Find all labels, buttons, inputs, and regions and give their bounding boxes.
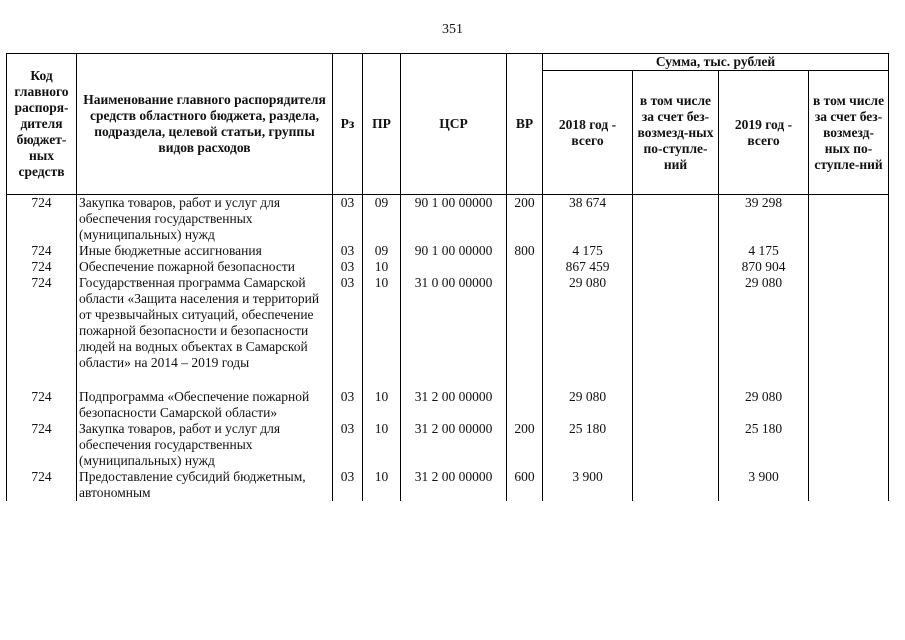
cell-name: Предоставление субсидий бюджетным, автономным bbox=[77, 469, 333, 501]
cell-2019-free bbox=[809, 195, 889, 244]
cell-2018-total: 25 180 bbox=[543, 421, 633, 469]
page-number: 351 bbox=[442, 22, 463, 37]
header-csr: ЦСР bbox=[401, 54, 507, 195]
cell-2019-free bbox=[809, 259, 889, 275]
cell-rz: 03 bbox=[333, 243, 363, 259]
cell-pr: 10 bbox=[363, 259, 401, 275]
cell-pr: 09 bbox=[363, 243, 401, 259]
cell-code: 724 bbox=[7, 195, 77, 244]
cell-2019-free bbox=[809, 421, 889, 469]
cell-2018-total: 29 080 bbox=[543, 389, 633, 421]
cell-rz: 03 bbox=[333, 421, 363, 469]
cell-2019-total: 29 080 bbox=[719, 275, 809, 389]
cell-vr bbox=[507, 275, 543, 389]
cell-code: 724 bbox=[7, 421, 77, 469]
table-row bbox=[7, 195, 889, 244]
cell-code: 724 bbox=[7, 389, 77, 421]
cell-2019-free bbox=[809, 275, 889, 389]
table-row bbox=[7, 275, 889, 389]
cell-2019-total: 3 900 bbox=[719, 469, 809, 501]
header-rz: Рз bbox=[333, 54, 363, 195]
cell-rz: 03 bbox=[333, 389, 363, 421]
cell-2018-total: 4 175 bbox=[543, 243, 633, 259]
header-code: Код главного распоря-дителя бюджет-ных средств bbox=[7, 54, 77, 195]
cell-csr: 31 2 00 00000 bbox=[401, 421, 507, 469]
header-name: Наименование главного распорядителя средств областного бюджета, раздела, подраздела, целевой статьи, группы видов расходов bbox=[77, 54, 333, 195]
cell-2019-free bbox=[809, 389, 889, 421]
cell-2018-free bbox=[633, 275, 719, 389]
cell-code: 724 bbox=[7, 275, 77, 389]
cell-csr: 31 2 00 00000 bbox=[401, 389, 507, 421]
cell-2018-total: 3 900 bbox=[543, 469, 633, 501]
cell-name: Подпрограмма «Обеспечение пожарной безопасности Самарской области» bbox=[77, 389, 333, 421]
cell-vr: 800 bbox=[507, 243, 543, 259]
cell-2018-free bbox=[633, 469, 719, 501]
cell-pr: 10 bbox=[363, 389, 401, 421]
cell-pr: 09 bbox=[363, 195, 401, 244]
cell-2019-free bbox=[809, 243, 889, 259]
cell-vr bbox=[507, 259, 543, 275]
table-row bbox=[7, 243, 889, 259]
cell-vr bbox=[507, 389, 543, 421]
budget-table bbox=[6, 53, 889, 501]
table-row bbox=[7, 421, 889, 469]
cell-csr bbox=[401, 259, 507, 275]
header-2019-free: в том числе за счет без-возмезд-ных по-ступле-ний bbox=[809, 71, 889, 195]
header-sum: Сумма, тыс. рублей bbox=[543, 54, 889, 71]
cell-pr: 10 bbox=[363, 275, 401, 389]
cell-2018-total: 38 674 bbox=[543, 195, 633, 244]
table-row bbox=[7, 469, 889, 501]
table-row bbox=[7, 259, 889, 275]
header-pr: ПР bbox=[363, 54, 401, 195]
cell-rz: 03 bbox=[333, 259, 363, 275]
header-2018-total: 2018 год - всего bbox=[543, 71, 633, 195]
cell-name: Закупка товаров, работ и услуг для обеспечения государственных (муниципальных) нужд bbox=[77, 195, 333, 244]
header-2019-total: 2019 год - всего bbox=[719, 71, 809, 195]
cell-csr: 90 1 00 00000 bbox=[401, 195, 507, 244]
header-vr: ВР bbox=[507, 54, 543, 195]
cell-2019-total: 29 080 bbox=[719, 389, 809, 421]
cell-2018-total: 867 459 bbox=[543, 259, 633, 275]
cell-vr: 200 bbox=[507, 195, 543, 244]
cell-code: 724 bbox=[7, 243, 77, 259]
cell-2018-free bbox=[633, 195, 719, 244]
header-2018-free: в том числе за счет без-возмезд-ных по-ступле-ний bbox=[633, 71, 719, 195]
cell-2019-total: 870 904 bbox=[719, 259, 809, 275]
cell-name: Обеспечение пожарной безопасности bbox=[77, 259, 333, 275]
cell-rz: 03 bbox=[333, 195, 363, 244]
cell-csr: 90 1 00 00000 bbox=[401, 243, 507, 259]
cell-code: 724 bbox=[7, 259, 77, 275]
cell-csr: 31 2 00 00000 bbox=[401, 469, 507, 501]
cell-2018-free bbox=[633, 243, 719, 259]
table-row bbox=[7, 389, 889, 421]
cell-rz: 03 bbox=[333, 275, 363, 389]
cell-2018-total: 29 080 bbox=[543, 275, 633, 389]
cell-name: Государственная программа Самарской области «Защита населения и территорий от чрезвычайных ситуаций, обеспечение пожарной безопасности и безопасности людей на водных объектах в Самарской области» на 2014 – 2019 годы bbox=[77, 275, 333, 389]
cell-code: 724 bbox=[7, 469, 77, 501]
cell-2018-free bbox=[633, 389, 719, 421]
cell-2019-total: 4 175 bbox=[719, 243, 809, 259]
cell-pr: 10 bbox=[363, 421, 401, 469]
cell-2019-free bbox=[809, 469, 889, 501]
cell-2019-total: 25 180 bbox=[719, 421, 809, 469]
cell-vr: 200 bbox=[507, 421, 543, 469]
cell-csr: 31 0 00 00000 bbox=[401, 275, 507, 389]
cell-2018-free bbox=[633, 259, 719, 275]
cell-pr: 10 bbox=[363, 469, 401, 501]
cell-rz: 03 bbox=[333, 469, 363, 501]
cell-2018-free bbox=[633, 421, 719, 469]
cell-vr: 600 bbox=[507, 469, 543, 501]
cell-name: Закупка товаров, работ и услуг для обеспечения государственных (муниципальных) нужд bbox=[77, 421, 333, 469]
cell-2019-total: 39 298 bbox=[719, 195, 809, 244]
cell-name: Иные бюджетные ассигнования bbox=[77, 243, 333, 259]
